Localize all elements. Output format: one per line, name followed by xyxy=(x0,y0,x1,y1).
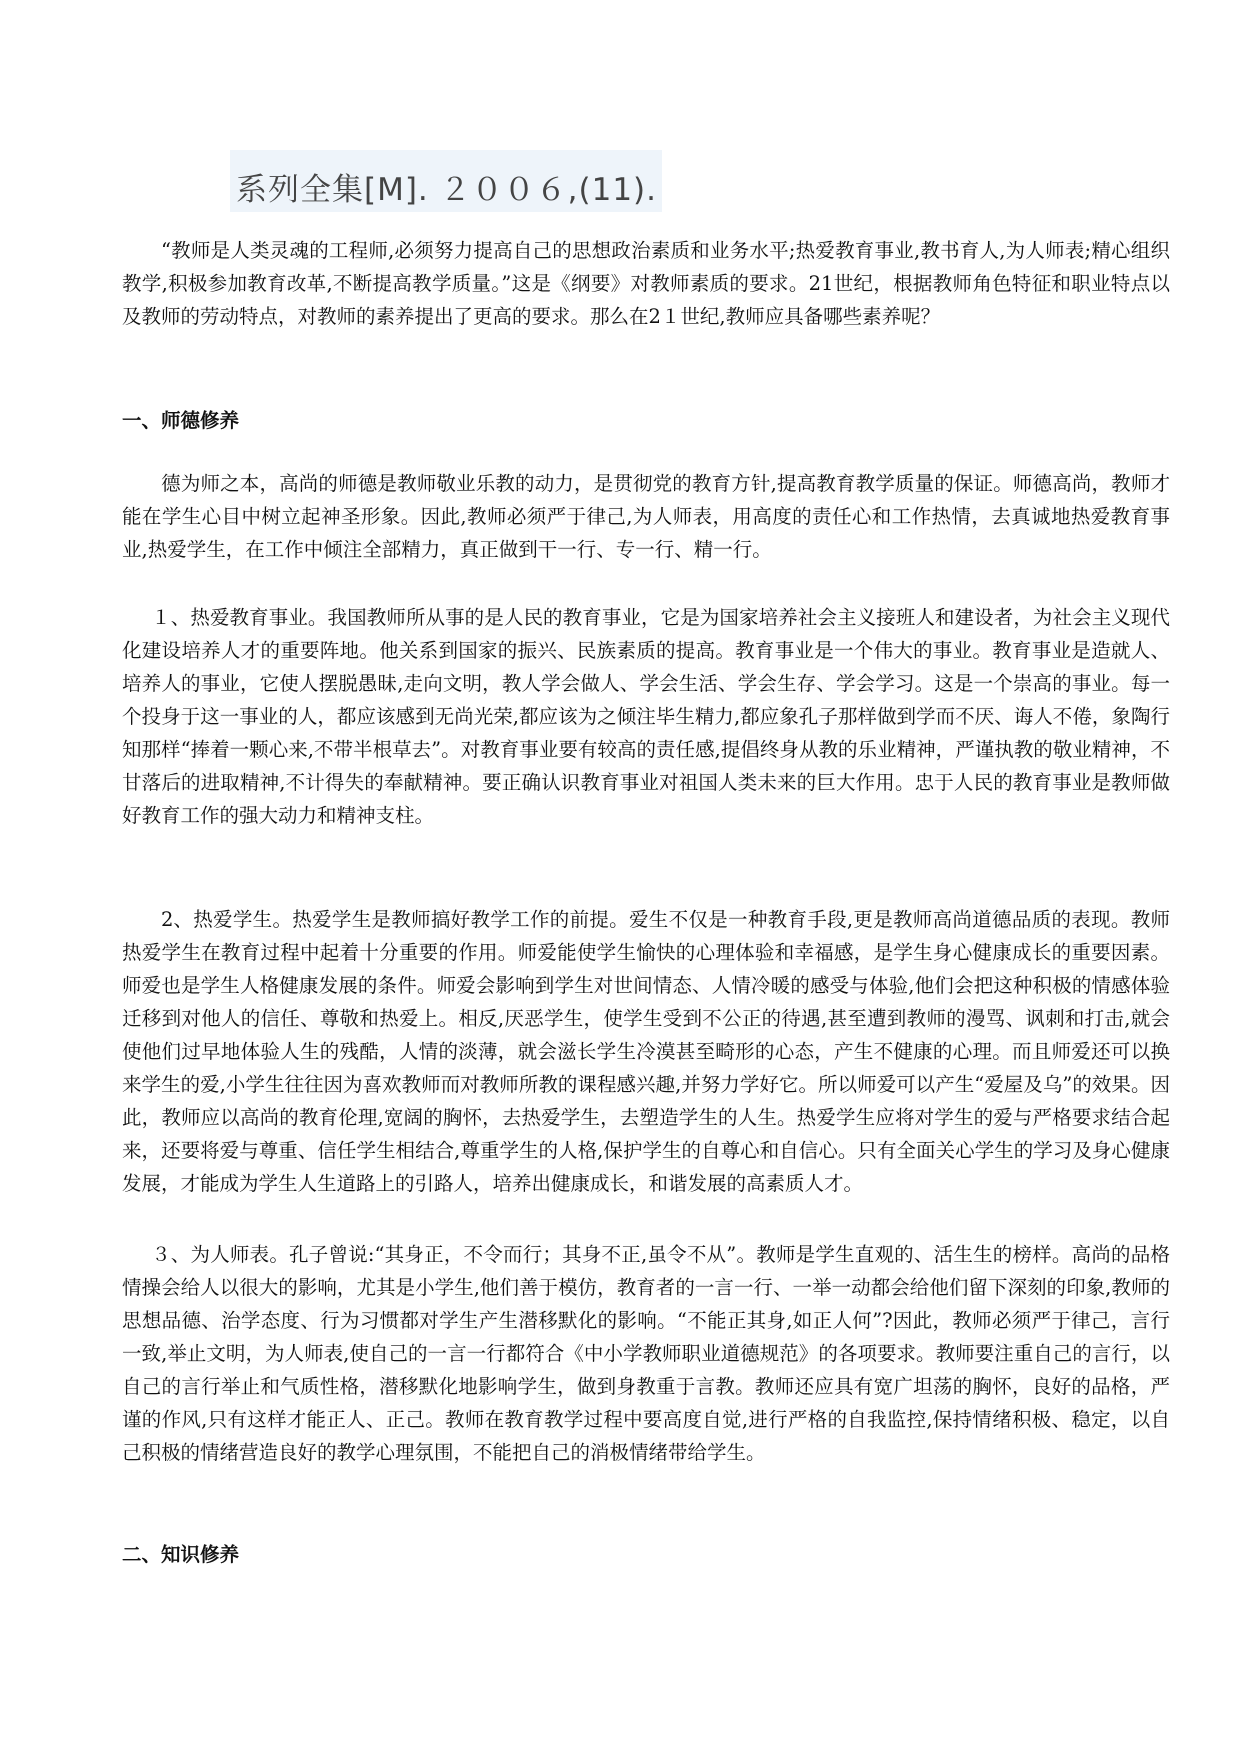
ethics-intro-paragraph xyxy=(122,467,1170,566)
reference-line: 系列全集[M]. ２００６,(11). xyxy=(236,172,657,208)
intro-text: “教师是人类灵魂的工程师,必须努力提高自己的思想政治素质和业务水平;热爱教育事业,教书育人,为人师表;精心组织教学,积极参加教育改革,不断提高教学质量。”这是《纲要》对教师素质的要求。21世纪，根据教师角色特征和职业特点以及教师的劳动特点，对教师的素养提出了更高的要求。那么在2１世纪,教师应具备哪些素养呢？ xyxy=(122,239,1170,328)
point-text-3: 为人师表。孔子曾说:“其身正，不令而行；其身不正,虽令不从”。教师是学生直观的、活生生的榜样。高尚的品格情操会给人以很大的影响，尤其是小学生,他们善于模仿，教育者的一言一行、一举一动都会给他们留下深刻的印象,教师的思想品德、治学态度、行为习惯都对学生产生潜移默化的影响。“不能正其身,如正人何”?因此，教师必须严于律己，言行一致,举止文明，为人师表,使自己的一言一行都符合《中小学教师职业道德规范》的各项要求。教师要注重自己的言行，以自己的言行举止和气质性格，潜移默化地影响学生，做到身教重于言教。教师还应具有宽广坦荡的胸怀，良好的品格，严谨的作风,只有这样才能正人、正己。教师在教育教学过程中要高度自觉,进行严格的自我监控,保持情绪积极、稳定，以自己积极的情绪营造良好的教学心理氛围，不能把自己的消极情绪带给学生。 xyxy=(122,1243,1170,1464)
ethics-intro-text: 德为师之本，高尚的师德是教师敬业乐教的动力，是贯彻党的教育方针,提高教育教学质量的保证。师德高尚，教师才能在学生心目中树立起神圣形象。因此,教师必须严于律己,为人师表，用高度的责任心和工作热情，去真诚地热爱教育事业,热爱学生，在工作中倾注全部精力，真正做到干一行、专一行、精一行。 xyxy=(122,472,1170,561)
point-number-2: 2、 xyxy=(161,908,193,931)
point-paragraph-1 xyxy=(122,601,1170,832)
point-text-2: 热爱学生。热爱学生是教师搞好教学工作的前提。爱生不仅是一种教育手段,更是教师高尚道德品质的表现。教师热爱学生在教育过程中起着十分重要的作用。师爱能使学生愉快的心理体验和幸福感，是学生身心健康成长的重要因素。师爱也是学生人格健康发展的条件。师爱会影响到学生对世间情态、人情冷暖的感受与体验,他们会把这种积极的情感体验迁移到对他人的信任、尊敬和热爱上。相反,厌恶学生，使学生受到不公正的待遇,甚至遭到教师的漫骂、讽刺和打击,就会使他们过早地体验人生的残酷，人情的淡薄，就会滋长学生冷漠甚至畸形的心态，产生不健康的心理。而且师爱还可以换来学生的爱,小学生往往因为喜欢教师而对教师所教的课程感兴趣,并努力学好它。所以师爱可以产生“爱屋及乌”的效果。因此，教师应以高尚的教育伦理,宽阔的胸怀，去热爱学生，去塑造学生的人生。热爱学生应将对学生的爱与严格要求结合起来，还要将爱与尊重、信任学生相结合,尊重学生的人格,保护学生的自尊心和自信心。只有全面关心学生的学习及身心健康发展，才能成为学生人生道路上的引路人，培养出健康成长，和谐发展的高素质人才。 xyxy=(122,908,1170,1195)
intro-paragraph xyxy=(122,234,1170,333)
section-heading-knowledge: 二、知识修养 xyxy=(122,1543,240,1566)
point-paragraph-2 xyxy=(122,903,1170,1200)
point-paragraph-3 xyxy=(122,1238,1170,1469)
section-heading-ethics: 一、师德修养 xyxy=(122,409,240,432)
point-number-1: １、 xyxy=(151,606,191,629)
point-text-1: 热爱教育事业。我国教师所从事的是人民的教育事业，它是为国家培养社会主义接班人和建设者，为社会主义现代化建设培养人才的重要阵地。他关系到国家的振兴、民族素质的提高。教育事业是一个伟大的事业。教育事业是造就人、培养人的事业，它使人摆脱愚昧,走向文明，教人学会做人、学会生活、学会生存、学会学习。这是一个崇高的事业。每一个投身于这一事业的人，都应该感到无尚光荣,都应该为之倾注毕生精力,都应象孔子那样做到学而不厌、诲人不倦，象陶行知那样“捧着一颗心来,不带半根草去”。对教育事业要有较高的责任感,提倡终身从教的乐业精神，严谨执教的敬业精神，不甘落后的进取精神,不计得失的奉献精神。要正确认识教育事业对祖国人类未来的巨大作用。忠于人民的教育事业是教师做好教育工作的强大动力和精神支柱。 xyxy=(122,606,1170,827)
point-number-3: ３、 xyxy=(151,1243,191,1266)
